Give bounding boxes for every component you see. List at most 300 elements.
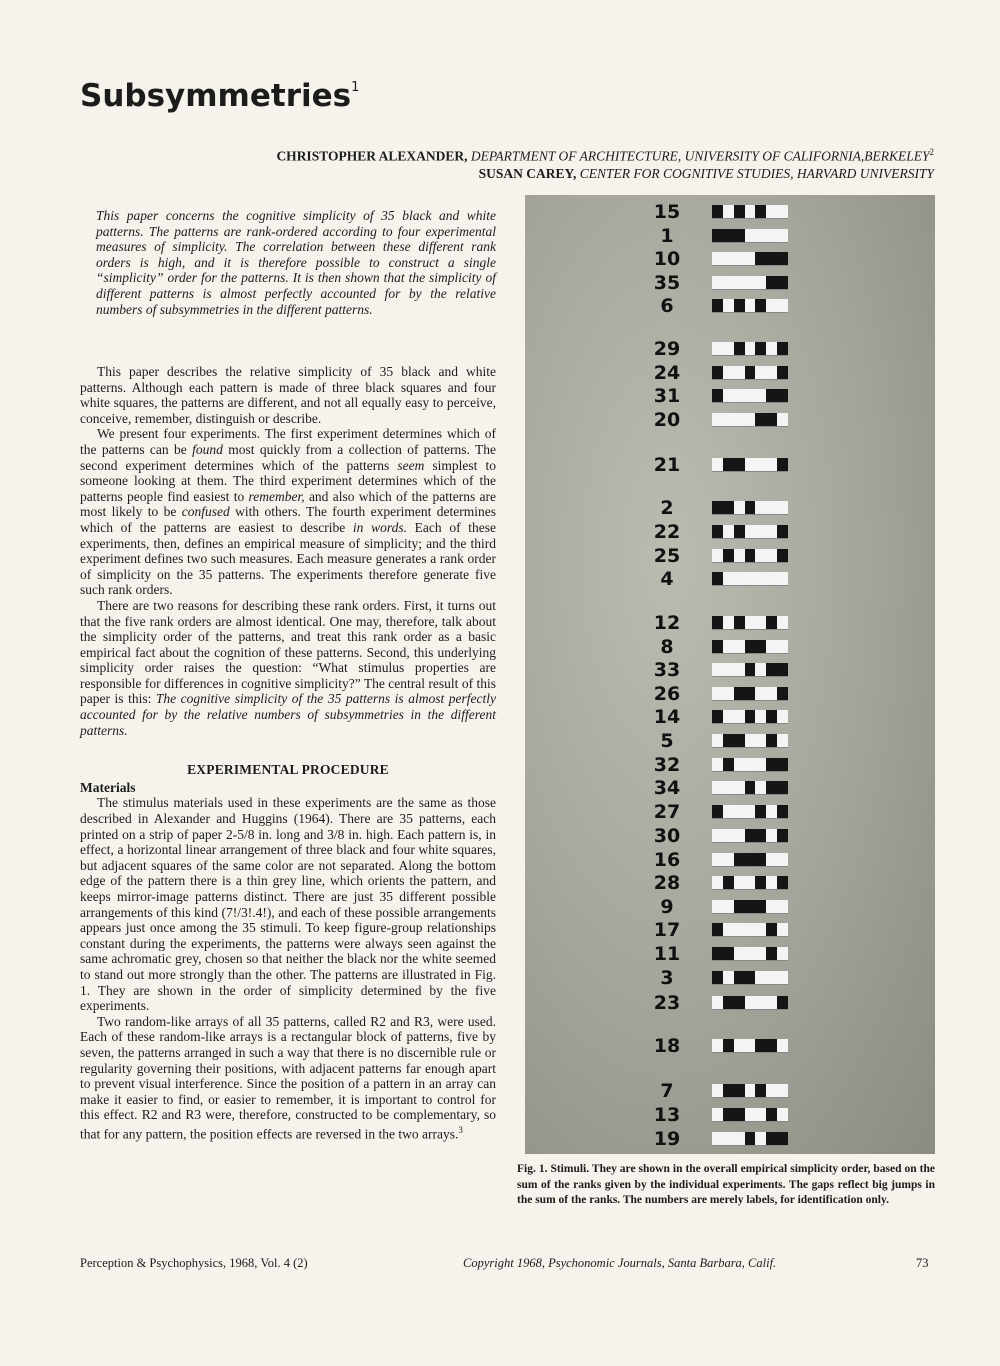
white-square: [712, 853, 723, 866]
stimulus-label: 3: [660, 967, 674, 989]
black-square: [734, 299, 745, 312]
stimulus-row-16: [525, 849, 935, 871]
stimulus-row-18: [525, 1035, 935, 1057]
white-square: [766, 299, 777, 312]
black-square: [734, 734, 745, 747]
pattern-strip: [712, 458, 788, 472]
white-square: [755, 572, 766, 585]
white-square: [723, 205, 734, 218]
black-square: [777, 663, 788, 676]
white-square: [777, 923, 788, 936]
pattern-strip: [712, 205, 788, 219]
stimulus-row-13: [525, 1104, 935, 1126]
white-square: [712, 549, 723, 562]
white-square: [723, 687, 734, 700]
black-square: [745, 853, 756, 866]
author-line: [276, 144, 934, 165]
black-square: [723, 1084, 734, 1097]
stimulus-row-29: [525, 338, 935, 360]
black-square: [712, 501, 723, 514]
figure-caption: Fig. 1. Stimuli. They are shown in the overall empirical simplicity order, based on the sum of the ranks given by the individual experiments. The gaps reflect big jumps in the sum of the ranks. The numbers are merely labels, for identification only.: [517, 1163, 935, 1206]
white-square: [766, 971, 777, 984]
white-square: [723, 900, 734, 913]
white-square: [777, 413, 788, 426]
white-square: [766, 640, 777, 653]
black-square: [766, 947, 777, 960]
white-square: [712, 900, 723, 913]
white-square: [777, 299, 788, 312]
white-square: [712, 1132, 723, 1145]
black-square: [755, 342, 766, 355]
black-square: [766, 923, 777, 936]
black-square: [755, 205, 766, 218]
pattern-strip: [712, 900, 788, 914]
stimulus-label: 2: [660, 497, 674, 519]
white-square: [745, 805, 756, 818]
white-square: [723, 663, 734, 676]
pattern-strip: [712, 923, 788, 937]
white-square: [755, 687, 766, 700]
black-square: [755, 252, 766, 265]
stimulus-row-35: [525, 272, 935, 294]
black-square: [734, 687, 745, 700]
journal-citation: Perception & Psychophysics, 1968, Vol. 4 (2): [80, 1256, 308, 1270]
pattern-strip: [712, 996, 788, 1010]
white-square: [712, 1039, 723, 1052]
white-square: [755, 276, 766, 289]
white-square: [734, 923, 745, 936]
white-square: [712, 734, 723, 747]
black-square: [712, 947, 723, 960]
stimulus-label: 18: [653, 1035, 681, 1057]
white-square: [712, 342, 723, 355]
black-square: [734, 458, 745, 471]
pattern-strip: [712, 876, 788, 890]
white-square: [723, 342, 734, 355]
white-square: [766, 996, 777, 1009]
white-square: [777, 572, 788, 585]
white-square: [777, 710, 788, 723]
black-square: [734, 996, 745, 1009]
black-square: [723, 1039, 734, 1052]
white-square: [712, 1108, 723, 1121]
white-square: [777, 853, 788, 866]
pattern-strip: [712, 781, 788, 795]
section-heading: EXPERIMENTAL PROCEDURE: [187, 762, 389, 778]
pattern-strip: [712, 342, 788, 356]
black-square: [766, 758, 777, 771]
black-square: [777, 829, 788, 842]
pattern-strip: [712, 829, 788, 843]
stimulus-label: 12: [653, 612, 681, 634]
intro-paragraph-2: We present four experiments. The first experiment determines which of the patterns can be found most quickly from a collection of patterns. The second experiment determines which of the patterns seem simplest to someone looking at them. The third experiment determines which of the patterns people find easiest to remember, and also which of the patterns are most likely to be confused with others. The fourth experiment determines which of the patterns are easiest to describe in words. Each of these experiments, then, defines an empirical measure of simplicity; and the third experiment defines two such measures. Each measure generates a rank order of simplicity on the 35 patterns. The experiments therefore generate five such rank orders.: [80, 426, 497, 598]
black-square: [766, 710, 777, 723]
white-square: [766, 805, 777, 818]
white-square: [734, 758, 745, 771]
black-square: [712, 299, 723, 312]
author-line: [276, 165, 934, 182]
stimulus-row-6: [525, 295, 935, 317]
white-square: [755, 366, 766, 379]
black-square: [777, 525, 788, 538]
stimulus-row-5: [525, 730, 935, 752]
stimulus-label: 7: [660, 1080, 674, 1102]
white-square: [745, 413, 756, 426]
stimulus-label: 33: [653, 659, 681, 681]
white-square: [734, 252, 745, 265]
black-square: [755, 640, 766, 653]
black-square: [745, 971, 756, 984]
white-square: [734, 663, 745, 676]
pattern-strip: [712, 853, 788, 867]
author-block: [276, 144, 934, 182]
stimulus-label: 21: [653, 454, 681, 476]
stimulus-row-10: [525, 248, 935, 270]
pattern-strip: [712, 1108, 788, 1122]
white-square: [734, 947, 745, 960]
white-square: [766, 525, 777, 538]
pattern-strip: [712, 1039, 788, 1053]
black-square: [745, 1132, 756, 1145]
white-square: [723, 572, 734, 585]
white-square: [745, 205, 756, 218]
stimulus-label: 4: [660, 568, 674, 590]
black-square: [766, 1108, 777, 1121]
article-title: Subsymmetries$^1$: [80, 78, 360, 114]
black-square: [712, 525, 723, 538]
pattern-strip: [712, 276, 788, 290]
white-square: [755, 923, 766, 936]
black-square: [766, 616, 777, 629]
white-square: [723, 525, 734, 538]
stimulus-row-22: [525, 521, 935, 543]
stimulus-row-34: [525, 777, 935, 799]
black-square: [766, 389, 777, 402]
white-square: [734, 389, 745, 402]
black-square: [745, 640, 756, 653]
white-square: [745, 996, 756, 1009]
subsection-heading: Materials: [80, 779, 136, 795]
pattern-strip: [712, 299, 788, 313]
black-square: [777, 996, 788, 1009]
black-square: [777, 687, 788, 700]
stimulus-row-24: [525, 362, 935, 384]
stimulus-row-8: [525, 636, 935, 658]
stimulus-row-30: [525, 825, 935, 847]
white-square: [723, 252, 734, 265]
white-square: [777, 1108, 788, 1121]
stimulus-label: 26: [653, 683, 681, 705]
black-square: [777, 252, 788, 265]
black-square: [777, 549, 788, 562]
white-square: [734, 549, 745, 562]
white-square: [777, 229, 788, 242]
white-square: [745, 229, 756, 242]
white-square: [712, 781, 723, 794]
author-affiliation: DEPARTMENT OF ARCHITECTURE, UNIVERSITY OF CALIFORNIA,BERKELEY: [470, 148, 930, 164]
author-footnote-mark: 2: [929, 147, 934, 157]
page-number: 73: [916, 1256, 929, 1270]
black-square: [734, 971, 745, 984]
stimulus-label: 25: [653, 545, 681, 567]
white-square: [766, 458, 777, 471]
figure-1-stimuli: [525, 195, 935, 1154]
white-square: [766, 1084, 777, 1097]
black-square: [755, 299, 766, 312]
white-square: [712, 876, 723, 889]
black-square: [745, 549, 756, 562]
black-square: [734, 1108, 745, 1121]
pattern-strip: [712, 616, 788, 630]
white-square: [723, 710, 734, 723]
stimulus-label: 17: [653, 919, 681, 941]
black-square: [712, 640, 723, 653]
abstract-text: This paper concerns the cognitive simplicity of 35 black and white patterns. The patterns are rank-ordered according to four experimental measures of simplicity. The correlation between these different rank orders is high, and it is therefore possible to construct a single “simplicity” order for the patterns. It is then shown that the simplicity of different patterns is almost perfectly accounted for by the relative numbers of subsymmetries in the different patterns.: [96, 208, 496, 317]
pattern-strip: [712, 252, 788, 266]
white-square: [755, 1132, 766, 1145]
stimulus-label: 35: [653, 272, 681, 294]
stimulus-label: 28: [653, 872, 681, 894]
stimulus-row-32: [525, 754, 935, 776]
black-square: [712, 923, 723, 936]
white-square: [723, 413, 734, 426]
white-square: [755, 734, 766, 747]
stimulus-label: 23: [653, 992, 681, 1014]
stimulus-row-28: [525, 872, 935, 894]
stimulus-label: 27: [653, 801, 681, 823]
white-square: [712, 663, 723, 676]
white-square: [734, 829, 745, 842]
white-square: [723, 971, 734, 984]
white-square: [734, 276, 745, 289]
white-square: [734, 572, 745, 585]
stimulus-row-23: [525, 992, 935, 1014]
black-square: [755, 829, 766, 842]
black-square: [766, 276, 777, 289]
white-square: [745, 1084, 756, 1097]
intro-paragraph-1: This paper describes the relative simplicity of 35 black and white patterns. Although each pattern is made of three black squares and four white squares, the patterns are different, and not all equally easy to perceive, conceive, remember, distinguish or describe.: [80, 364, 496, 426]
black-square: [723, 1108, 734, 1121]
white-square: [745, 276, 756, 289]
white-square: [755, 616, 766, 629]
black-square: [745, 663, 756, 676]
black-square: [712, 229, 723, 242]
stimulus-label: 9: [660, 896, 674, 918]
black-square: [766, 1132, 777, 1145]
white-square: [766, 342, 777, 355]
white-square: [745, 1039, 756, 1052]
stimulus-label: 15: [653, 201, 681, 223]
white-square: [712, 758, 723, 771]
white-square: [755, 947, 766, 960]
stimulus-row-15: [525, 201, 935, 223]
white-square: [766, 829, 777, 842]
black-square: [777, 876, 788, 889]
stimulus-label: 10: [653, 248, 681, 270]
white-square: [755, 996, 766, 1009]
white-square: [755, 758, 766, 771]
stimulus-row-20: [525, 409, 935, 431]
pattern-strip: [712, 734, 788, 748]
stimulus-row-25: [525, 545, 935, 567]
black-square: [745, 501, 756, 514]
stimulus-label: 24: [653, 362, 681, 384]
pattern-strip: [712, 947, 788, 961]
white-square: [734, 876, 745, 889]
black-square: [755, 876, 766, 889]
white-square: [745, 758, 756, 771]
pattern-strip: [712, 572, 788, 586]
white-square: [734, 1132, 745, 1145]
black-square: [766, 252, 777, 265]
white-square: [766, 876, 777, 889]
white-square: [723, 829, 734, 842]
white-square: [723, 366, 734, 379]
white-square: [766, 900, 777, 913]
white-square: [745, 525, 756, 538]
white-square: [712, 458, 723, 471]
white-square: [723, 616, 734, 629]
black-square: [712, 971, 723, 984]
copyright-notice: Copyright 1968, Psychonomic Journals, Santa Barbara, Calif.: [463, 1256, 777, 1270]
stimulus-label: 11: [653, 943, 681, 965]
white-square: [723, 805, 734, 818]
black-square: [755, 1084, 766, 1097]
black-square: [734, 616, 745, 629]
black-square: [766, 734, 777, 747]
black-square: [755, 1039, 766, 1052]
white-square: [755, 501, 766, 514]
stimulus-row-14: [525, 706, 935, 728]
pattern-strip: [712, 549, 788, 563]
white-square: [745, 1108, 756, 1121]
stimulus-row-17: [525, 919, 935, 941]
stimulus-row-1: [525, 225, 935, 247]
white-square: [755, 389, 766, 402]
white-square: [712, 996, 723, 1009]
black-square: [712, 572, 723, 585]
stimulus-row-12: [525, 612, 935, 634]
black-square: [766, 781, 777, 794]
white-square: [734, 1039, 745, 1052]
black-square: [734, 229, 745, 242]
pattern-strip: [712, 758, 788, 772]
white-square: [745, 458, 756, 471]
stimulus-label: 34: [653, 777, 681, 799]
white-square: [766, 229, 777, 242]
stimulus-label: 16: [653, 849, 681, 871]
black-square: [745, 687, 756, 700]
white-square: [755, 458, 766, 471]
stimulus-label: 20: [653, 409, 681, 431]
white-square: [734, 413, 745, 426]
black-square: [766, 413, 777, 426]
stimulus-row-11: [525, 943, 935, 965]
white-square: [712, 276, 723, 289]
author-name: SUSAN CAREY,: [478, 165, 577, 181]
stimulus-row-3: [525, 967, 935, 989]
white-square: [712, 829, 723, 842]
pattern-strip: [712, 640, 788, 654]
stimulus-row-21: [525, 454, 935, 476]
stimulus-row-9: [525, 896, 935, 918]
white-square: [745, 252, 756, 265]
black-square: [777, 458, 788, 471]
stimulus-row-27: [525, 801, 935, 823]
intro-paragraph-3: There are two reasons for describing these rank orders. First, it turns out that the five rank orders are almost identical. One may, therefore, talk about the simplicity order of the patterns, and treat this rank order as a basic empirical fact about the cognition of these patterns. Second, this underlying simplicity order raises the question: “What stimulus properties are responsible for differences in cognitive simplicity?” The central result of this paper is this: The cognitive simplicity of the 35 patterns is almost perfectly accounted for by the relative numbers of subsymmetries in the different patterns.: [80, 597, 496, 738]
black-square: [766, 1039, 777, 1052]
stimulus-label: 5: [660, 730, 674, 752]
black-square: [745, 366, 756, 379]
pattern-strip: [712, 663, 788, 677]
white-square: [734, 805, 745, 818]
black-square: [723, 549, 734, 562]
pattern-strip: [712, 389, 788, 403]
white-square: [723, 781, 734, 794]
white-square: [723, 853, 734, 866]
black-square: [755, 805, 766, 818]
stimulus-row-2: [525, 497, 935, 519]
pattern-strip: [712, 710, 788, 724]
white-square: [755, 781, 766, 794]
pattern-strip: [712, 501, 788, 515]
white-square: [766, 572, 777, 585]
black-square: [734, 525, 745, 538]
white-square: [755, 549, 766, 562]
materials-paragraph-1: The stimulus materials used in these experiments are the same as those described in Alexander and Huggins (1964). There are 35 patterns, each printed on a strip of paper 2-5/8 in. long and 3/8 in. high. Each pattern is, in effect, a horizontal linear arrangement of three black and four white squares, but adjacent squares of the same color are not separated. Along the bottom edge of the pattern there is a thin grey line, which orients the pattern, and keeps mirror-image patterns distinct. There are just 35 different possible arrangements of this kind (7!/3!.4!), and each of these possible arrangements appears just once among the 35 stimuli. To keep figure-group relationships constant during the experiments, the patterns were always seen against the same achromatic grey, chosen so that neither the black nor the white seemed to stand out more strongly than the other. The patterns are illustrated in Fig. 1. They are shown in the order of simplicity determined by the five experiments.: [80, 795, 496, 1014]
black-square: [745, 900, 756, 913]
left-column-body: [80, 364, 496, 1142]
black-square: [712, 805, 723, 818]
white-square: [745, 616, 756, 629]
black-square: [777, 805, 788, 818]
stimulus-label: 32: [653, 754, 681, 776]
white-square: [755, 1108, 766, 1121]
white-square: [777, 501, 788, 514]
white-square: [745, 572, 756, 585]
stimulus-row-19: [525, 1128, 935, 1150]
black-square: [723, 734, 734, 747]
white-square: [745, 876, 756, 889]
white-square: [766, 853, 777, 866]
stimulus-label: 14: [653, 706, 681, 728]
white-square: [734, 710, 745, 723]
black-square: [755, 900, 766, 913]
author-affiliation: CENTER FOR COGNITIVE STUDIES, HARVARD UNIVERSITY: [579, 165, 934, 181]
materials-section: [80, 795, 496, 1142]
stimulus-row-7: [525, 1080, 935, 1102]
black-square: [745, 781, 756, 794]
stimulus-row-4: [525, 568, 935, 590]
black-square: [712, 366, 723, 379]
white-square: [712, 252, 723, 265]
white-square: [755, 525, 766, 538]
white-square: [723, 640, 734, 653]
white-square: [745, 342, 756, 355]
black-square: [712, 205, 723, 218]
pattern-strip: [712, 229, 788, 243]
stimulus-row-33: [525, 659, 935, 681]
white-square: [745, 734, 756, 747]
white-square: [712, 1084, 723, 1097]
black-square: [734, 342, 745, 355]
black-square: [734, 1084, 745, 1097]
black-square: [745, 710, 756, 723]
black-square: [712, 710, 723, 723]
white-square: [745, 389, 756, 402]
black-square: [734, 900, 745, 913]
black-square: [734, 853, 745, 866]
